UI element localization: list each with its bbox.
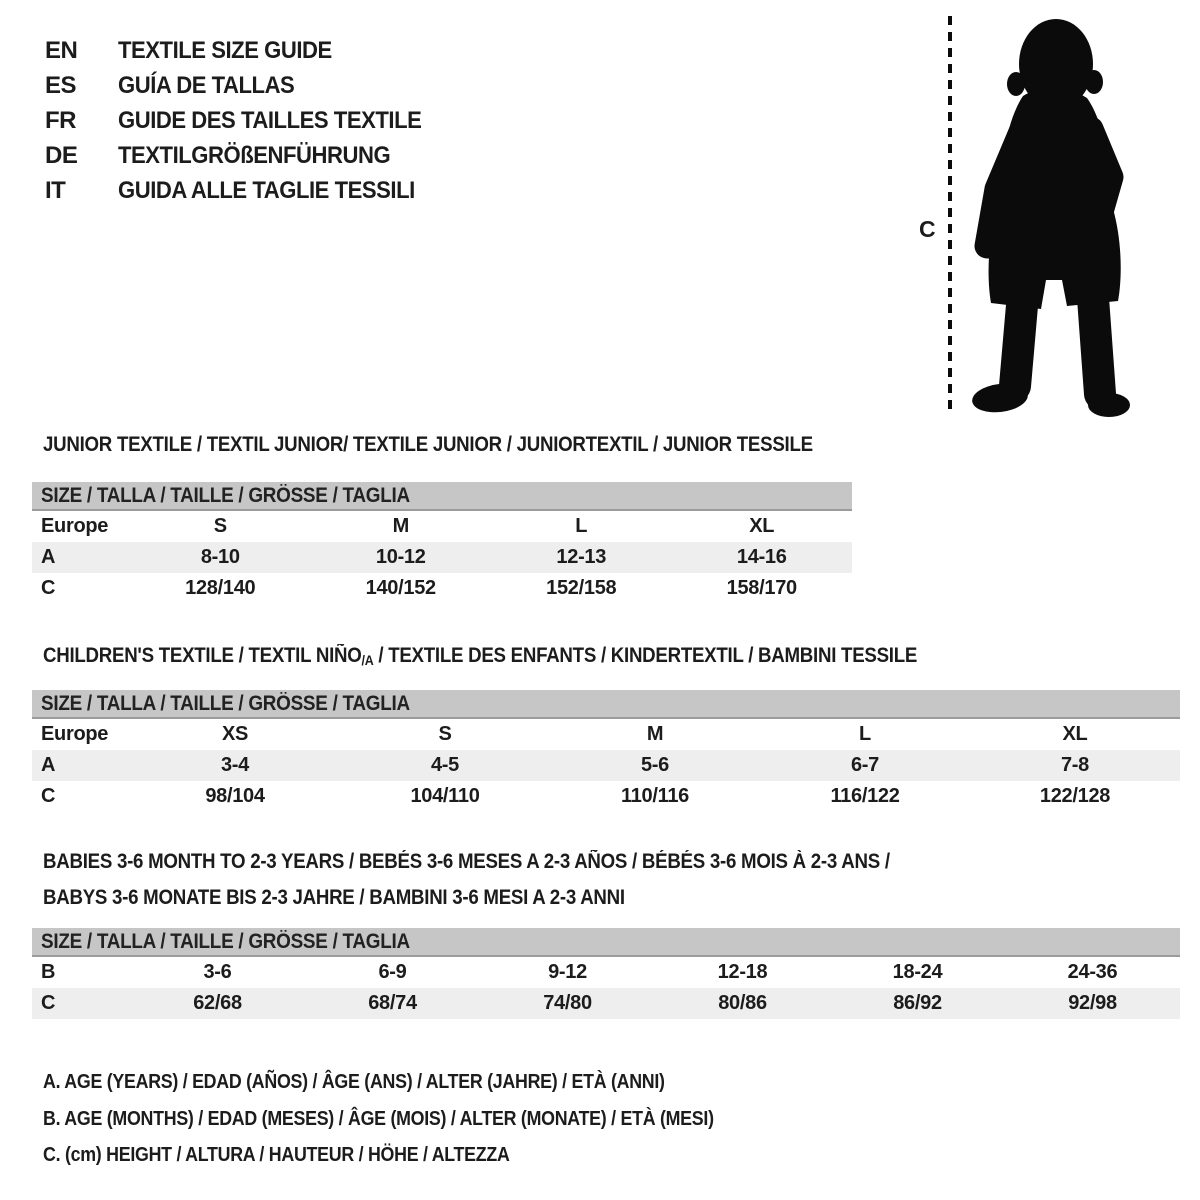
row-label: C bbox=[41, 577, 56, 599]
size-header-label: SIZE / TALLA / TAILLE / GRÖSSE / TAGLIA bbox=[41, 929, 410, 953]
size-header-label: SIZE / TALLA / TAILLE / GRÖSSE / TAGLIA bbox=[41, 691, 410, 715]
age-cell: 14-16 bbox=[736, 546, 787, 568]
age-cell: 7-8 bbox=[1060, 754, 1089, 776]
size-header-row bbox=[32, 928, 1180, 957]
children-size-table bbox=[32, 690, 1180, 812]
region-label: Europe bbox=[41, 723, 109, 745]
guide-title-es: GUÍA DE TALLAS bbox=[118, 71, 295, 99]
age-cell: 12-18 bbox=[717, 961, 768, 983]
size-cell: XL bbox=[749, 515, 775, 537]
junior-section-title bbox=[43, 433, 908, 457]
left-ear bbox=[1007, 72, 1025, 96]
age-months-row bbox=[32, 957, 1180, 988]
height-cell: 122/128 bbox=[1039, 785, 1111, 807]
height-cell: 62/68 bbox=[193, 992, 242, 1014]
babies-size-table bbox=[32, 928, 1180, 1019]
age-cell: 10-12 bbox=[375, 546, 426, 568]
size-cell: L bbox=[859, 723, 871, 745]
height-cell: 140/152 bbox=[365, 577, 436, 599]
size-cell: XS bbox=[221, 723, 249, 745]
size-cell: XL bbox=[1062, 723, 1088, 745]
language-row-es bbox=[45, 68, 448, 103]
age-cell: 6-7 bbox=[850, 754, 879, 776]
legend-a-text: A. AGE (YEARS) / EDAD (AÑOS) / ÂGE (ANS) / ALTER (JAHRE) / ETÀ (ANNI) bbox=[43, 1071, 665, 1093]
size-header-row bbox=[32, 482, 852, 511]
junior-size-table bbox=[32, 482, 852, 604]
size-cell: M bbox=[646, 723, 664, 745]
size-cell: S bbox=[213, 515, 227, 537]
age-years-row bbox=[32, 542, 852, 573]
height-cell: 152/158 bbox=[546, 577, 617, 599]
language-row-it bbox=[45, 173, 448, 208]
language-code: IT bbox=[45, 176, 66, 204]
age-cell: 4-5 bbox=[430, 754, 459, 776]
babies-title-text-line2: BABYS 3-6 MONATE BIS 2-3 JAHRE / BAMBINI 3-6 MESI A 2-3 ANNI bbox=[43, 886, 625, 909]
left-leg bbox=[1015, 294, 1023, 386]
age-years-row bbox=[32, 750, 1180, 781]
height-cell: 110/116 bbox=[621, 785, 689, 807]
region-label: Europe bbox=[41, 515, 109, 537]
age-cell: 24-36 bbox=[1067, 961, 1118, 983]
babies-title-text-line1: BABIES 3-6 MONTH TO 2-3 YEARS / BEBÉS 3-6 MESES A 2-3 AÑOS / BÉBÉS 3-6 MOIS À 2-3 ANS / bbox=[43, 850, 890, 873]
row-label: A bbox=[41, 754, 56, 776]
height-cell: 128/140 bbox=[185, 577, 256, 599]
height-measure-dashed-line bbox=[947, 16, 953, 416]
height-cell: 158/170 bbox=[726, 577, 797, 599]
age-cell: 6-9 bbox=[378, 961, 407, 983]
height-cm-row bbox=[32, 988, 1180, 1019]
legend-line-a bbox=[43, 1071, 742, 1094]
language-code: ES bbox=[45, 71, 77, 99]
guide-title-fr: GUIDE DES TAILLES TEXTILE bbox=[118, 106, 422, 134]
row-label: A bbox=[41, 546, 56, 568]
row-label: C bbox=[41, 992, 56, 1014]
guide-title-en: TEXTILE SIZE GUIDE bbox=[118, 36, 332, 64]
height-cell: 116/122 bbox=[830, 785, 900, 807]
children-title-text bbox=[43, 644, 917, 668]
children-title-sub: /A bbox=[361, 652, 374, 668]
legend-c-text: C. (cm) HEIGHT / ALTURA / HAUTEUR / HÖHE / ALTEZZA bbox=[43, 1144, 510, 1166]
age-cell: 3-6 bbox=[203, 961, 232, 983]
age-cell: 5-6 bbox=[640, 754, 669, 776]
height-cm-row bbox=[32, 573, 852, 604]
guide-title-de: TEXTILGRÖßENFÜHRUNG bbox=[118, 141, 391, 169]
babies-section-title-line2 bbox=[43, 886, 697, 910]
europe-sizes-row bbox=[32, 511, 852, 542]
legend-b-text: B. AGE (MONTHS) / EDAD (MESES) / ÂGE (MOIS) / ALTER (MONATE) / ETÀ (MESI) bbox=[43, 1108, 714, 1130]
age-cell: 12-13 bbox=[556, 546, 607, 568]
height-cm-row bbox=[32, 781, 1180, 812]
size-cell: L bbox=[575, 515, 588, 537]
size-header-label: SIZE / TALLA / TAILLE / GRÖSSE / TAGLIA bbox=[41, 483, 410, 507]
children-title-prefix: CHILDREN'S TEXTILE / TEXTIL NIÑO bbox=[43, 644, 362, 667]
junior-title-text: JUNIOR TEXTILE / TEXTIL JUNIOR/ TEXTILE JUNIOR / JUNIORTEXTIL / JUNIOR TESSILE bbox=[43, 433, 813, 456]
age-cell: 8-10 bbox=[200, 546, 240, 568]
height-cell: 104/110 bbox=[410, 785, 480, 807]
height-cell: 74/80 bbox=[543, 992, 592, 1014]
height-cell: 68/74 bbox=[368, 992, 417, 1014]
babies-section-title-line1 bbox=[43, 850, 994, 874]
row-label: C bbox=[41, 785, 56, 807]
age-cell: 18-24 bbox=[892, 961, 943, 983]
language-row-en bbox=[45, 33, 448, 68]
legend-line-b bbox=[43, 1108, 797, 1131]
language-code: DE bbox=[45, 141, 78, 169]
age-cell: 9-12 bbox=[548, 961, 587, 983]
right-leg bbox=[1093, 298, 1100, 394]
toddler-silhouette bbox=[963, 14, 1135, 418]
right-foot bbox=[1088, 393, 1130, 417]
height-cell: 80/86 bbox=[718, 992, 767, 1014]
size-header-row bbox=[32, 690, 1180, 719]
row-label: B bbox=[41, 961, 56, 983]
europe-sizes-row bbox=[32, 719, 1180, 750]
height-cell: 86/92 bbox=[893, 992, 942, 1014]
language-row-de bbox=[45, 138, 448, 173]
language-code: EN bbox=[45, 36, 78, 64]
age-cell: 3-4 bbox=[220, 754, 249, 776]
children-section-title bbox=[43, 644, 1025, 668]
height-cell: 92/98 bbox=[1068, 992, 1117, 1014]
height-measure-label: C bbox=[919, 216, 936, 242]
children-title-suffix: / TEXTILE DES ENFANTS / KINDERTEXTIL / BAMBINI TESSILE bbox=[373, 644, 918, 667]
guide-title-it: GUIDA ALLE TAGLIE TESSILI bbox=[118, 176, 415, 204]
size-cell: S bbox=[438, 723, 452, 745]
size-cell: M bbox=[392, 515, 409, 537]
language-code: FR bbox=[45, 106, 76, 134]
right-ear bbox=[1085, 70, 1103, 94]
language-title-list bbox=[45, 33, 448, 208]
height-cell: 98/104 bbox=[205, 785, 265, 807]
language-row-fr bbox=[45, 103, 448, 138]
legend-line-c bbox=[43, 1144, 567, 1167]
